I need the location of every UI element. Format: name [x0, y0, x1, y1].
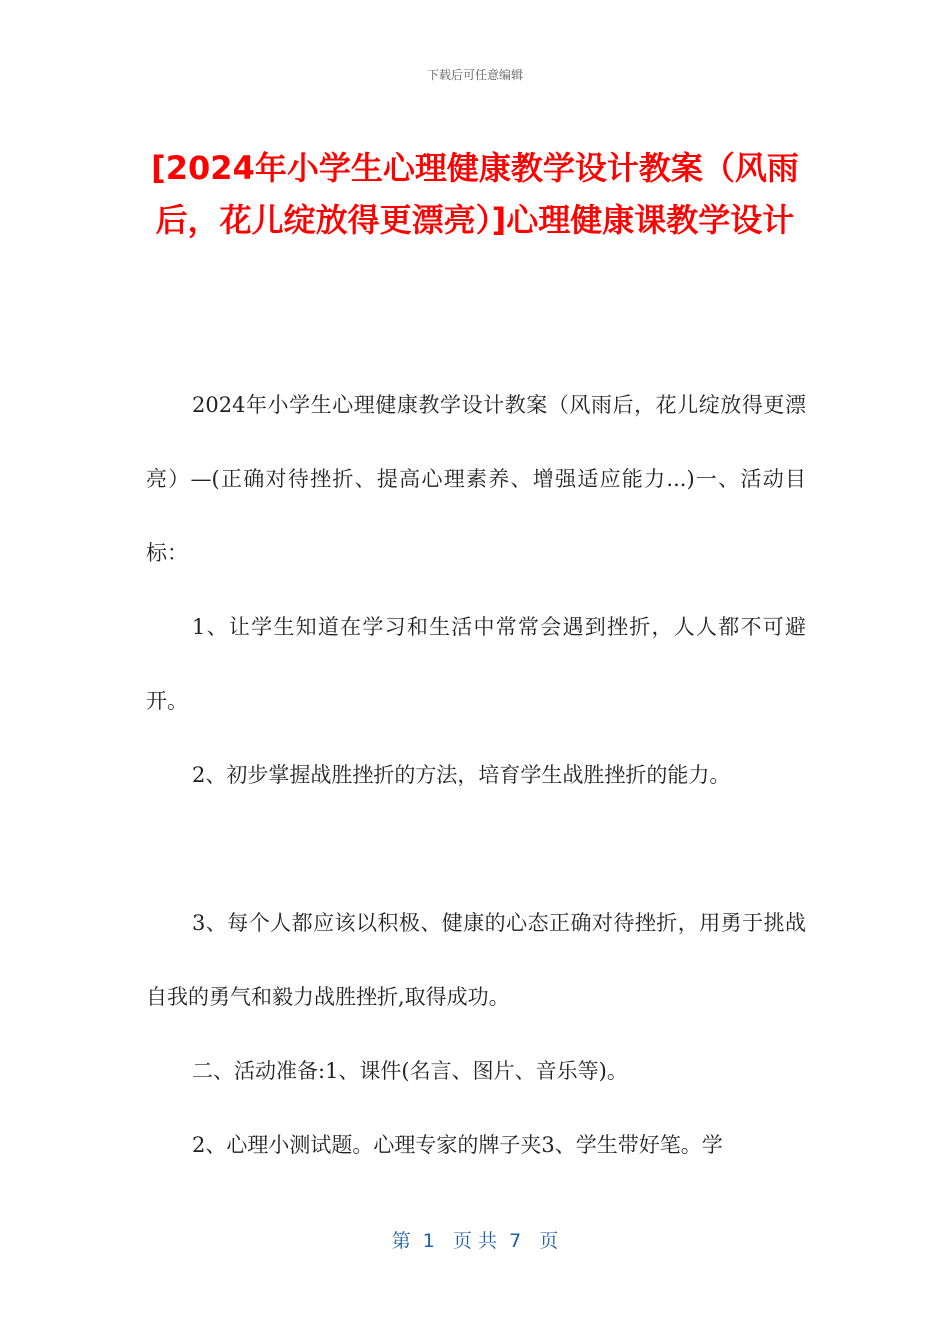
paragraph-spacer — [146, 812, 806, 886]
paragraph-intro: 2024年小学生心理健康教学设计教案（风雨后，花儿绽放得更漂亮）—(正确对待挫折、提高心理素养、增强适应能力...)一、活动目标： — [146, 393, 806, 565]
paragraph-preparation-2: 2、心理小测试题。心理专家的牌子夹3、学生带好笔。学 — [192, 1133, 723, 1157]
header-note: 下载后可任意编辑 — [426, 68, 523, 82]
page-number-footer: 第 1 页 共 7 页 — [391, 1230, 559, 1252]
paragraph-goal-1: 1、让学生知道在学习和生活中常常会遇到挫折，人人都不可避开。 — [146, 615, 806, 713]
document-title: [2024年小学生心理健康教学设计教案（风雨后，花儿绽放得更漂亮）]心理健康课教学设计 — [151, 149, 799, 239]
paragraph-goal-2: 2、初步掌握战胜挫折的方法，培育学生战胜挫折的能力。 — [192, 763, 731, 787]
document-body — [146, 368, 806, 1182]
paragraph-goal-3: 3、每个人都应该以积极、健康的心态正确对待挫折，用勇于挑战自我的勇气和毅力战胜挫折,取得成功。 — [146, 911, 806, 1009]
paragraph-preparation: 二、活动准备:1、课件(名言、图片、音乐等)。 — [192, 1059, 628, 1083]
